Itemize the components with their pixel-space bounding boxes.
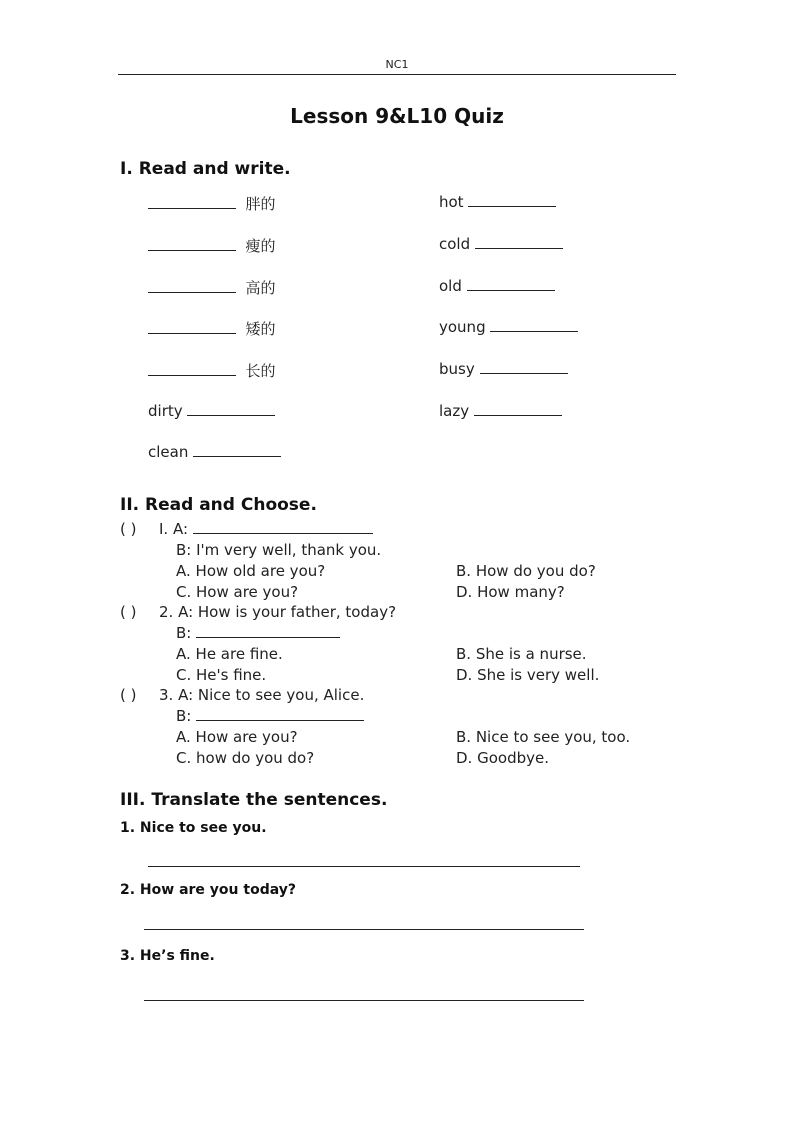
list-item [148,360,276,381]
answer-blank[interactable] [148,237,236,251]
word-label: lazy [439,402,470,420]
option-b: B. How do you do? [456,562,596,580]
section-2-heading: II. Read and Choose. [120,495,317,515]
option-d: D. How many? [456,583,565,601]
translate-answer-line-3[interactable] [144,1000,584,1001]
word-label: 瘦的 [245,237,276,255]
list-item [148,443,281,461]
section-1-heading: I. Read and write. [120,159,291,179]
list-item [439,360,568,378]
list-item [439,402,562,420]
question-3-line2 [176,707,364,725]
page-header: NC1 [385,58,409,71]
answer-blank[interactable] [474,402,562,416]
list-item [439,277,555,295]
question-3-line1: 3. A: Nice to see you, Alice. [159,686,365,704]
option-c: C. how do you do? [176,749,315,767]
option-c: C. How are you? [176,583,299,601]
answer-blank[interactable] [193,443,281,457]
option-b: B. She is a nurse. [456,645,587,663]
list-item [148,193,276,214]
answer-blank[interactable] [475,235,563,249]
section-3-heading: III. Translate the sentences. [120,790,388,810]
translate-answer-line-1[interactable] [148,866,580,867]
question-1-paren[interactable]: ( ) [120,520,137,538]
answer-blank[interactable] [193,520,373,534]
list-item [439,318,578,336]
translate-item-1: 1. Nice to see you. [120,820,267,836]
word-label: 矮的 [245,320,276,338]
header-divider [118,74,676,75]
question-3-paren[interactable]: ( ) [120,686,137,704]
option-d: D. Goodbye. [456,749,549,767]
option-a: A. How old are you? [176,562,326,580]
word-label: 胖的 [245,195,276,213]
question-2-line1: 2. A: How is your father, today? [159,603,397,621]
translate-item-2: 2. How are you today? [120,882,296,898]
option-a: A. He are fine. [176,645,283,663]
answer-blank[interactable] [187,402,275,416]
option-a: A. How are you? [176,728,298,746]
word-label: 高的 [245,279,276,297]
question-1-prompt: I. A: [159,520,189,538]
answer-blank[interactable] [467,277,555,291]
word-label: hot [439,193,464,211]
answer-blank[interactable] [148,362,236,376]
question-1-line1 [159,520,373,538]
answer-blank[interactable] [196,707,364,721]
list-item [148,318,276,339]
list-item [148,235,276,256]
option-b: B. Nice to see you, too. [456,728,631,746]
page-title: Lesson 9&L10 Quiz [290,104,504,128]
question-2-line2 [176,624,340,642]
question-1-line2: B: I'm very well, thank you. [176,541,382,559]
answer-blank[interactable] [196,624,340,638]
list-item [439,193,556,211]
option-d: D. She is very well. [456,666,600,684]
option-c: C. He's fine. [176,666,267,684]
translate-item-3: 3. He’s fine. [120,948,215,964]
answer-blank[interactable] [480,360,568,374]
word-label: cold [439,235,471,253]
list-item [148,277,276,298]
answer-blank[interactable] [148,320,236,334]
answer-blank[interactable] [148,195,236,209]
word-label: busy [439,360,475,378]
word-label: old [439,277,462,295]
list-item [439,235,563,253]
question-2-prompt: B: [176,624,192,642]
question-2-paren[interactable]: ( ) [120,603,137,621]
translate-answer-line-2[interactable] [144,929,584,930]
list-item [148,402,275,420]
word-label: clean [148,443,189,461]
question-3-prompt: B: [176,707,192,725]
answer-blank[interactable] [490,318,578,332]
word-label: dirty [148,402,183,420]
word-label: young [439,318,486,336]
answer-blank[interactable] [468,193,556,207]
word-label: 长的 [245,362,276,380]
answer-blank[interactable] [148,279,236,293]
